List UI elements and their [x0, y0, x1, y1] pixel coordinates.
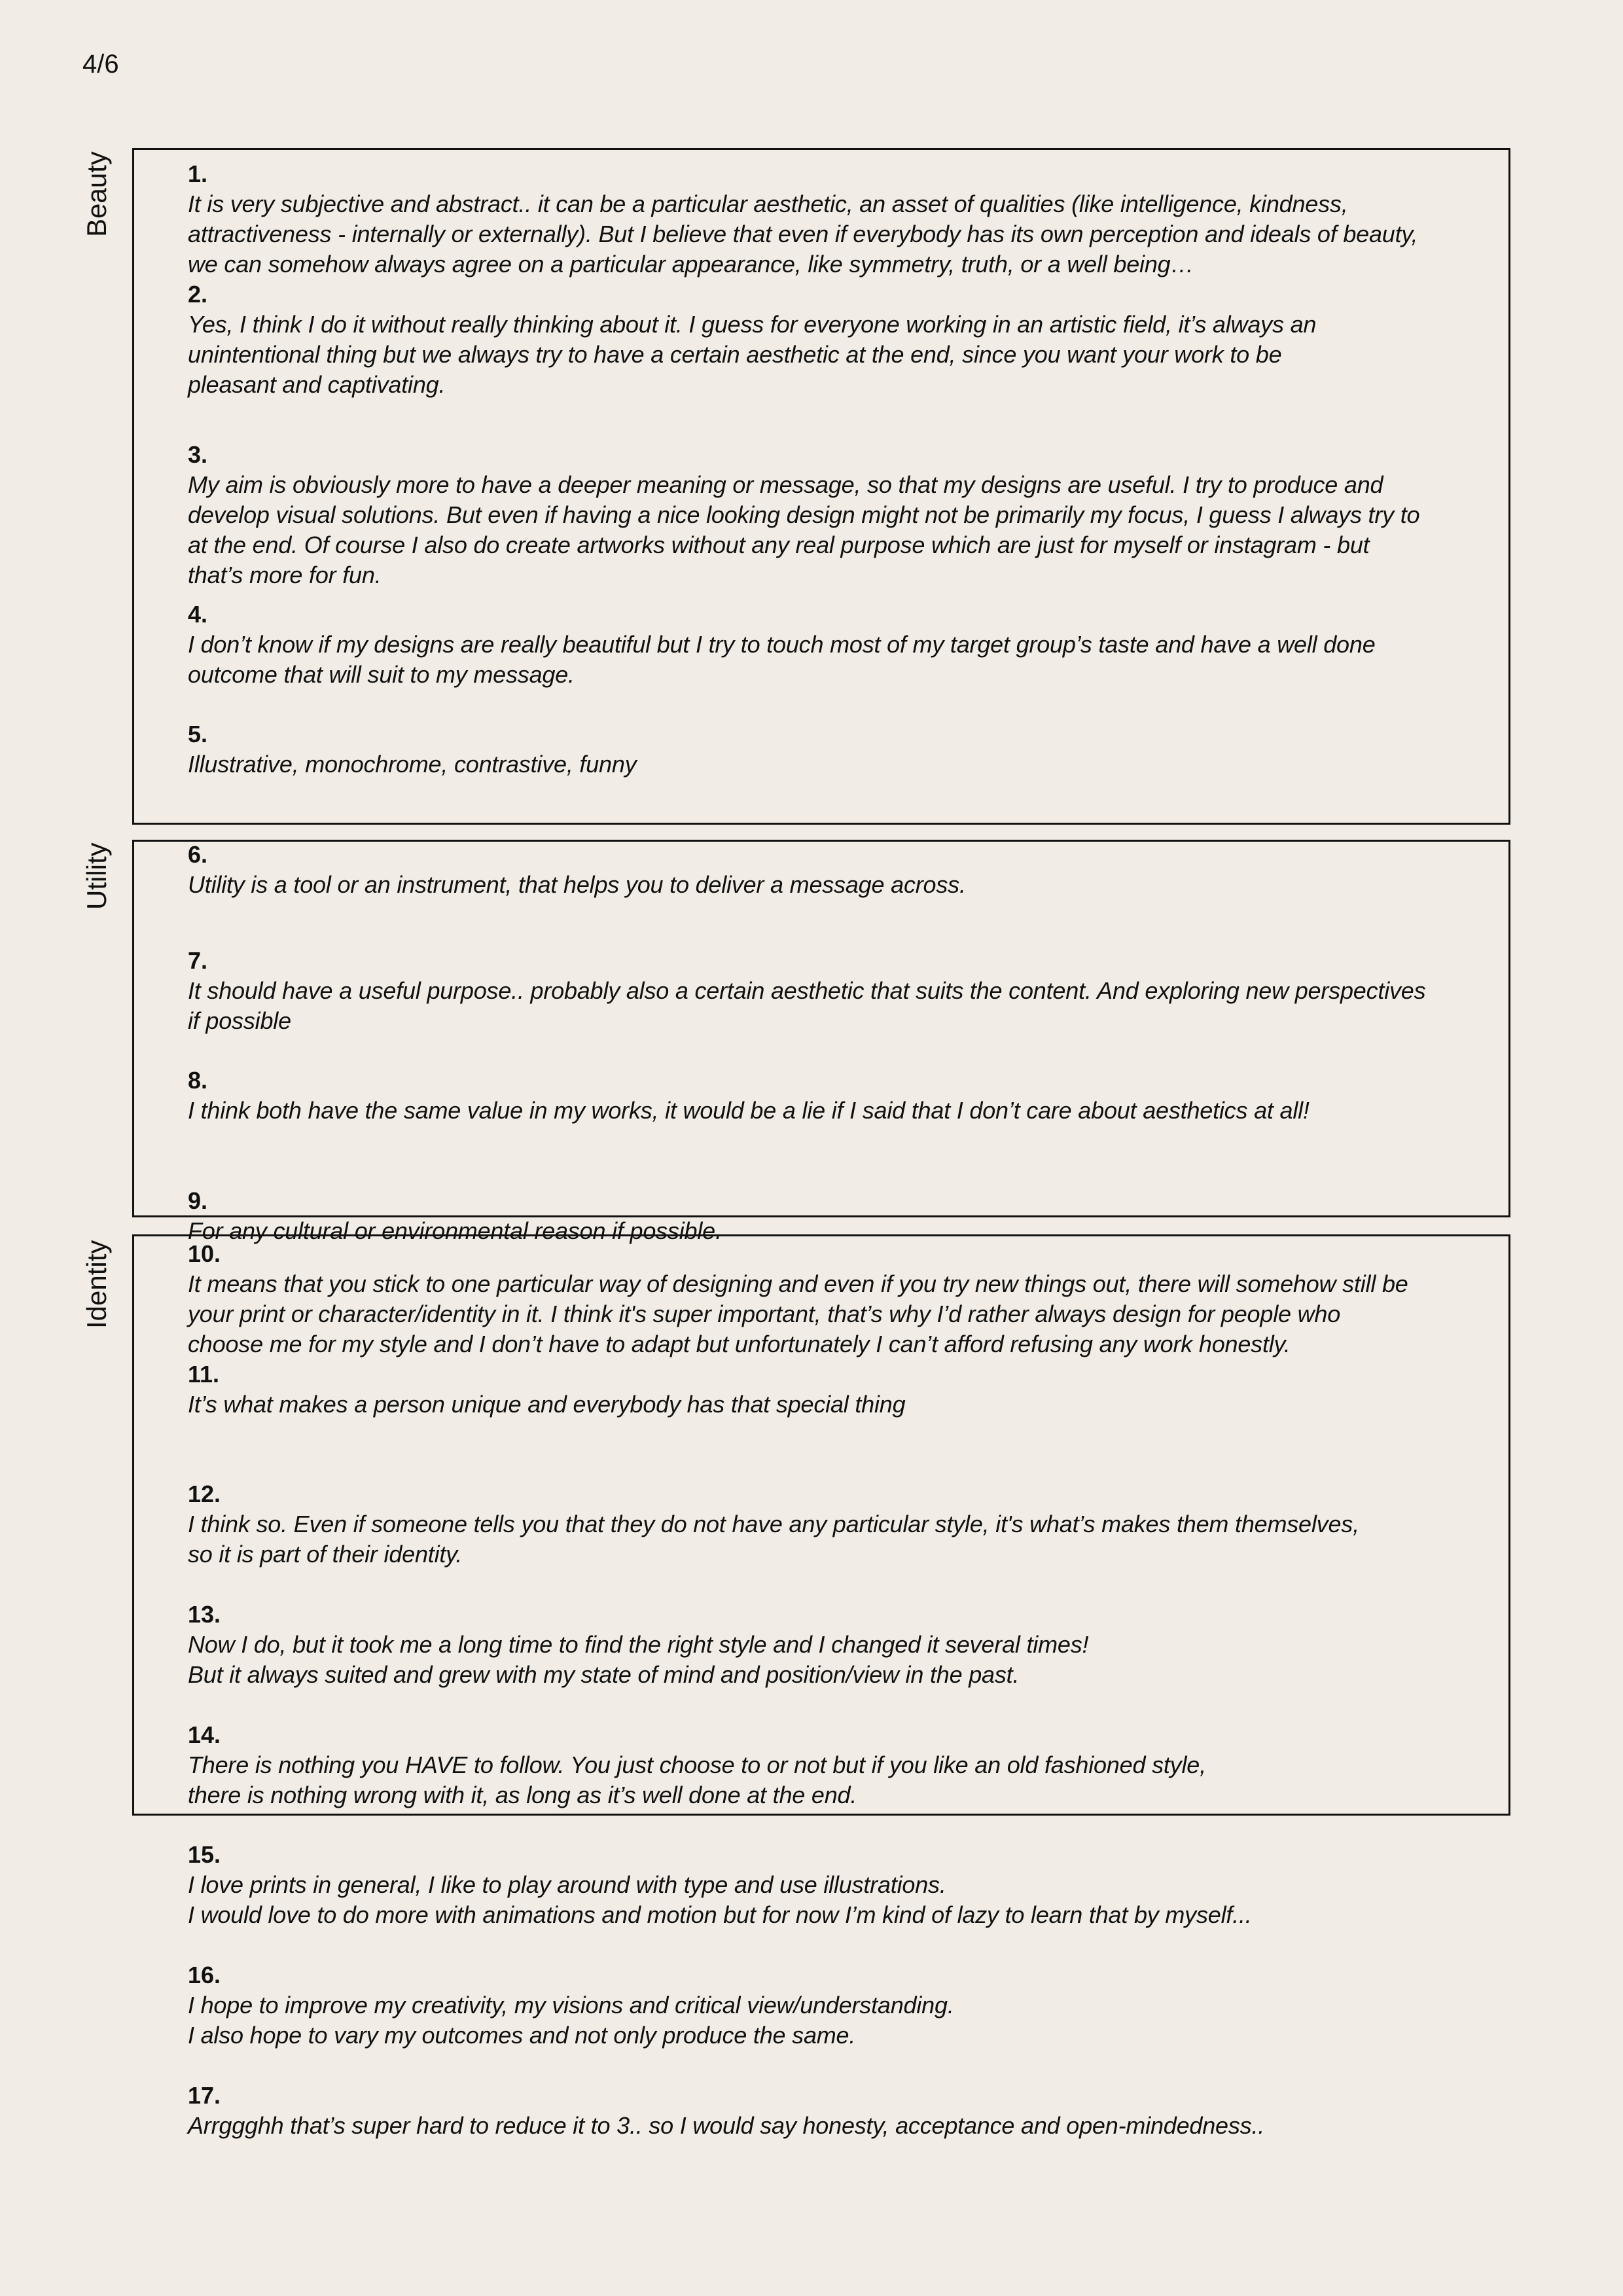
answer-text-line: unintentional thing but we always try to have a certain aesthetic at the end, since you want your work to be — [188, 341, 1282, 368]
answer-number: 14. — [188, 1721, 221, 1748]
answer-number: 12. — [188, 1480, 221, 1507]
answer-text-line: so it is part of their identity. — [188, 1541, 463, 1568]
answer-item — [188, 1720, 1510, 1810]
answer-text-line: attractiveness - internally or externally). But I believe that even if everybody has its own perception and ideals of beauty, — [188, 221, 1418, 247]
answer-item — [188, 1239, 1510, 1359]
answer-text-line: Arrggghh that’s super hard to reduce it to 3.. so I would say honesty, acceptance and open-mindedness.. — [188, 2112, 1265, 2139]
answer-number: 17. — [188, 2082, 221, 2109]
section-label-identity: Identity — [81, 1240, 112, 1329]
answer-text-line: choose me for my style and I don’t have to adapt but unfortunately I can’t afford refusing any work honestly. — [188, 1331, 1291, 1357]
answer-text-line: For any cultural or environmental reason if possible. — [188, 1217, 722, 1244]
answer-text-line: pleasant and captivating. — [188, 371, 446, 398]
answer-number: 13. — [188, 1601, 221, 1628]
answer-item — [188, 1840, 1510, 1930]
answer-text-line: It is very subjective and abstract.. it can be a particular aesthetic, an asset of qualities (like intelligence, kindness, — [188, 190, 1348, 217]
section-label-beauty: Beauty — [81, 151, 112, 237]
answer-text-line: Illustrative, monochrome, contrastive, funny — [188, 751, 637, 778]
answer-text-line: It means that you stick to one particular way of designing and even if you try new things out, there will somehow still be — [188, 1270, 1408, 1297]
answer-number: 5. — [188, 721, 208, 747]
answer-number: 3. — [188, 441, 208, 468]
answer-item — [188, 840, 1510, 900]
answer-item — [188, 1479, 1510, 1570]
answer-text-line: I love prints in general, I like to play around with type and use illustrations. — [188, 1871, 946, 1898]
answer-item — [188, 1600, 1510, 1690]
answer-text-line: I would love to do more with animations and motion but for now I’m kind of lazy to learn that by myself... — [188, 1901, 1252, 1928]
answer-text-line: Yes, I think I do it without really thinking about it. I guess for everyone working in an artistic field, it’s always an — [188, 311, 1317, 338]
answer-item — [188, 1066, 1510, 1126]
answer-text-line: Utility is a tool or an instrument, that helps you to deliver a message across. — [188, 871, 966, 898]
answer-number: 7. — [188, 947, 208, 974]
answer-text-line: I think so. Even if someone tells you that they do not have any particular style, it's what’s makes them themselves, — [188, 1511, 1359, 1537]
answer-number: 15. — [188, 1841, 221, 1868]
answer-item — [188, 2081, 1510, 2141]
answer-number: 6. — [188, 841, 208, 868]
answer-text-line: I don’t know if my designs are really beautiful but I try to touch most of my target group’s taste and have a well done — [188, 631, 1376, 658]
answer-text-line: It should have a useful purpose.. probably also a certain aesthetic that suits the content. And exploring new perspectives — [188, 977, 1426, 1004]
section-label-utility: Utility — [81, 842, 112, 910]
answer-text-line: we can somehow always agree on a particular appearance, like symmetry, truth, or a well being… — [188, 251, 1194, 278]
answer-item — [188, 946, 1510, 1036]
answer-number: 4. — [188, 601, 208, 628]
answer-text-line: your print or character/identity in it. I think it's super important, that’s why I’d rather always design for people who — [188, 1300, 1341, 1327]
answer-text-line: I hope to improve my creativity, my visions and critical view/understanding. — [188, 1992, 954, 2018]
answer-number: 16. — [188, 1962, 221, 1988]
answer-text-line: It’s what makes a person unique and everybody has that special thing — [188, 1391, 906, 1418]
answer-text-line: But it always suited and grew with my state of mind and position/view in the past. — [188, 1661, 1020, 1688]
answer-text-line: Now I do, but it took me a long time to find the right style and I changed it several times! — [188, 1631, 1089, 1658]
answer-item — [188, 600, 1510, 690]
answer-number: 1. — [188, 160, 208, 187]
answer-item — [188, 159, 1510, 279]
answer-text-line: that’s more for fun. — [188, 562, 382, 588]
answer-number: 8. — [188, 1067, 208, 1094]
answer-text-line: if possible — [188, 1007, 291, 1034]
answer-text-line: there is nothing wrong with it, as long as it’s well done at the end. — [188, 1782, 857, 1808]
answer-item — [188, 1186, 1510, 1246]
answer-text-line: I think both have the same value in my works, it would be a lie if I said that I don’t care about aesthetics at all! — [188, 1097, 1310, 1124]
answer-text-line: There is nothing you HAVE to follow. You just choose to or not but if you like an old fashioned style, — [188, 1751, 1206, 1778]
answer-number: 10. — [188, 1240, 221, 1267]
answer-item — [188, 1960, 1510, 2051]
answer-item — [188, 279, 1510, 400]
answer-item — [188, 440, 1510, 590]
answer-item — [188, 1359, 1510, 1420]
answer-text-line: at the end. Of course I also do create artworks without any real purpose which are just for myself or instagram - but — [188, 531, 1370, 558]
answer-number: 9. — [188, 1187, 208, 1214]
answer-number: 11. — [188, 1361, 220, 1388]
page-number: 4/6 — [82, 50, 119, 79]
answer-item — [188, 719, 1510, 780]
answer-text-line: outcome that will suit to my message. — [188, 661, 575, 688]
answer-number: 2. — [188, 281, 208, 308]
answer-text-line: I also hope to vary my outcomes and not only produce the same. — [188, 2022, 856, 2049]
answer-text-line: develop visual solutions. But even if having a nice looking design might not be primarily my focus, I guess I always try to — [188, 501, 1420, 528]
answer-text-line: My aim is obviously more to have a deeper meaning or message, so that my designs are useful. I try to produce and — [188, 471, 1383, 498]
